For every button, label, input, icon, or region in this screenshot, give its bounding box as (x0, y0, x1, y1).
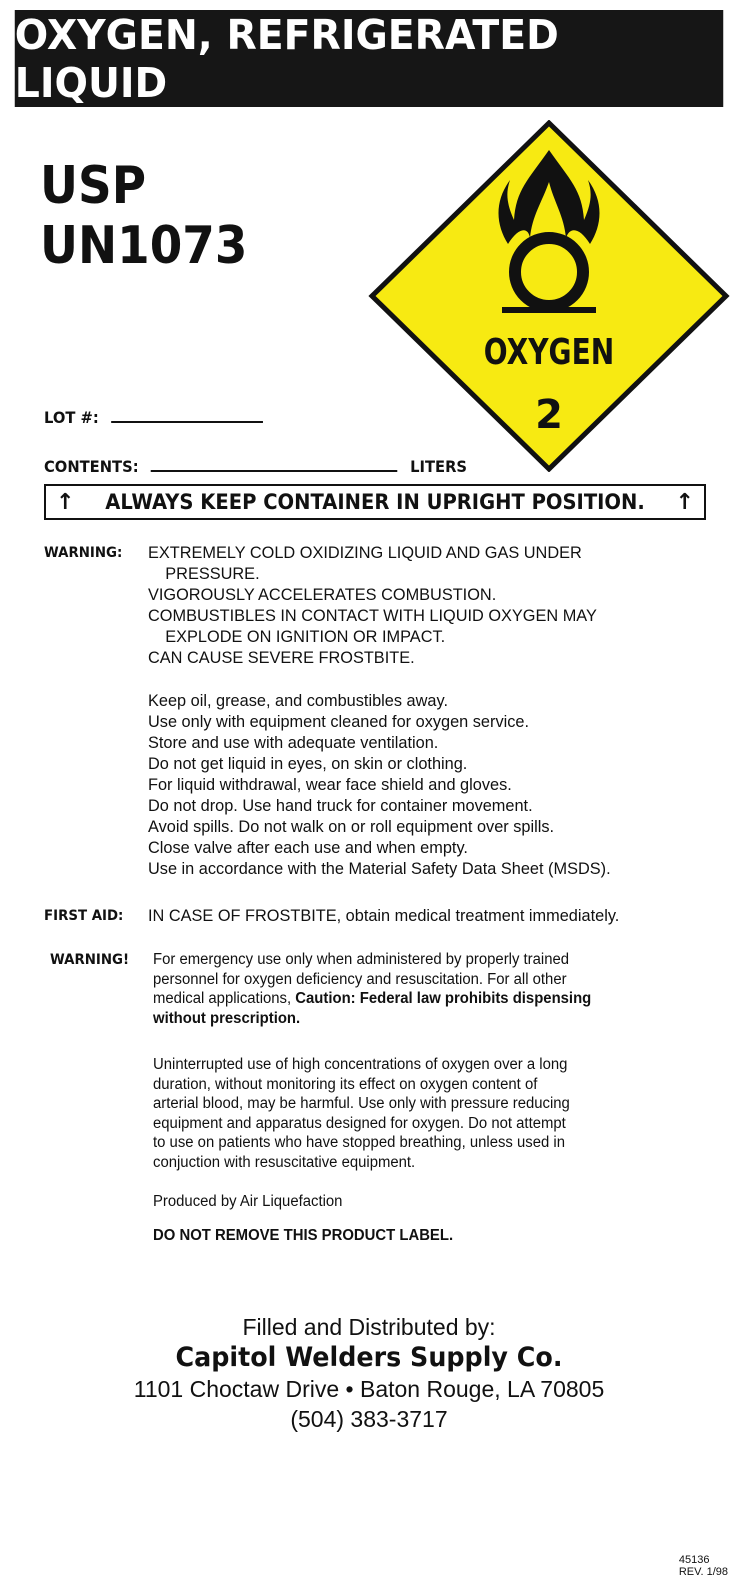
text-line: personnel for oxygen deficiency and resuscitation. For all other (153, 970, 567, 988)
federal-law-caution: Caution: Federal law prohibits dispensing (295, 990, 592, 1007)
lot-label: LOT #: (44, 408, 99, 427)
contents-field (44, 457, 467, 476)
text-line: Do not get liquid in eyes, on skin or clothing. (148, 754, 468, 773)
hazard-statements (148, 542, 724, 668)
placard-label: OXYGEN (483, 330, 615, 373)
first-aid-text (148, 905, 724, 926)
do-not-remove (153, 1226, 729, 1246)
text-line: Use only with equipment cleaned for oxygen service. (148, 712, 530, 731)
text-line: For emergency use only when administered by properly trained (153, 951, 570, 968)
text-line: PRESSURE. (165, 564, 260, 583)
contents-unit: LITERS (410, 457, 468, 476)
text-line: VIGOROUSLY ACCELERATES COMBUSTION. (148, 585, 497, 604)
grade: USP (40, 156, 147, 216)
text-line: COMBUSTIBLES IN CONTACT WITH LIQUID OXYGEN MAY (148, 606, 597, 625)
precautionary-statements (148, 690, 724, 879)
text-line: For liquid withdrawal, wear face shield and gloves. (148, 775, 512, 794)
text-line: Avoid spills. Do not walk on or roll equipment over spills. (148, 817, 555, 836)
text-line: Keep oil, grease, and combustibles away. (148, 691, 448, 710)
distributor-intro: Filled and Distributed by: (242, 1314, 496, 1340)
first-aid-statement: IN CASE OF FROSTBITE, obtain medical treatment immediately. (148, 906, 620, 925)
oxygen-use-warning (153, 1055, 729, 1172)
text-line: duration, without monitoring its effect on oxygen content of (153, 1075, 538, 1093)
text-line: Use in accordance with the Material Safety Data Sheet (MSDS). (148, 859, 611, 878)
upright-notice: ALWAYS KEEP CONTAINER IN UPRIGHT POSITION. (105, 490, 645, 514)
text-line: Close valve after each use and when empty. (148, 838, 468, 857)
text-line: equipment and apparatus designed for oxygen. Do not attempt (153, 1114, 566, 1132)
produced-statement: Produced by Air Liquefaction (153, 1193, 343, 1210)
revision: REV. 1/98 (678, 1566, 728, 1578)
distributor-info (0, 1312, 738, 1434)
revision-info (679, 1554, 728, 1578)
contents-blank-line (151, 470, 398, 472)
up-arrow-icon: ↑ (675, 489, 694, 515)
lot-blank-line (111, 421, 263, 423)
first-aid-label: FIRST AID: (44, 908, 124, 924)
federal-law-caution-cont: without prescription. (153, 1009, 301, 1027)
text-line: arterial blood, may be harmful. Use only with pressure reducing (153, 1095, 570, 1112)
contents-label: CONTENTS: (44, 457, 139, 476)
text-line: Store and use with adequate ventilation. (148, 733, 439, 752)
text-line: to use on patients who have stopped breathing, unless used in (153, 1134, 565, 1151)
text-line: Do not drop. Use hand truck for container movement. (148, 796, 533, 815)
text-line: conjuction with resuscitative equipment. (153, 1153, 416, 1171)
un-number: UN1073 (40, 216, 248, 276)
warning-label: WARNING: (44, 545, 123, 561)
text-line-plain: medical applications, (153, 990, 296, 1007)
up-arrow-icon: ↑ (56, 489, 75, 515)
upright-notice-box (44, 484, 706, 520)
distributor-address: 1101 Choctaw Drive • Baton Rouge, LA 70805 (133, 1376, 605, 1402)
text-line: CAN CAUSE SEVERE FROSTBITE. (148, 648, 415, 667)
produced-by (153, 1192, 729, 1212)
distributor-name: Capitol Welders Supply Co. (175, 1342, 563, 1373)
label-title: OXYGEN, REFRIGERATED LIQUID (15, 10, 723, 107)
text-line: EXTREMELY COLD OXIDIZING LIQUID AND GAS UNDER (148, 543, 582, 562)
text-line: EXPLODE ON IGNITION OR IMPACT. (165, 627, 446, 646)
label-code: 45136 (678, 1554, 710, 1566)
hazard-placard (368, 120, 730, 472)
grade-and-un-number (40, 156, 247, 276)
distributor-phone: (504) 383-3717 (290, 1406, 448, 1432)
text-line (153, 989, 729, 1009)
text-line: Uninterrupted use of high concentrations of oxygen over a long (153, 1056, 568, 1073)
prescription-warning (153, 950, 729, 1028)
placard-class-number: 2 (535, 392, 563, 438)
lot-number-field (44, 408, 263, 427)
do-not-remove-statement: DO NOT REMOVE THIS PRODUCT LABEL. (153, 1227, 454, 1244)
warning-label-2: WARNING! (50, 952, 130, 968)
